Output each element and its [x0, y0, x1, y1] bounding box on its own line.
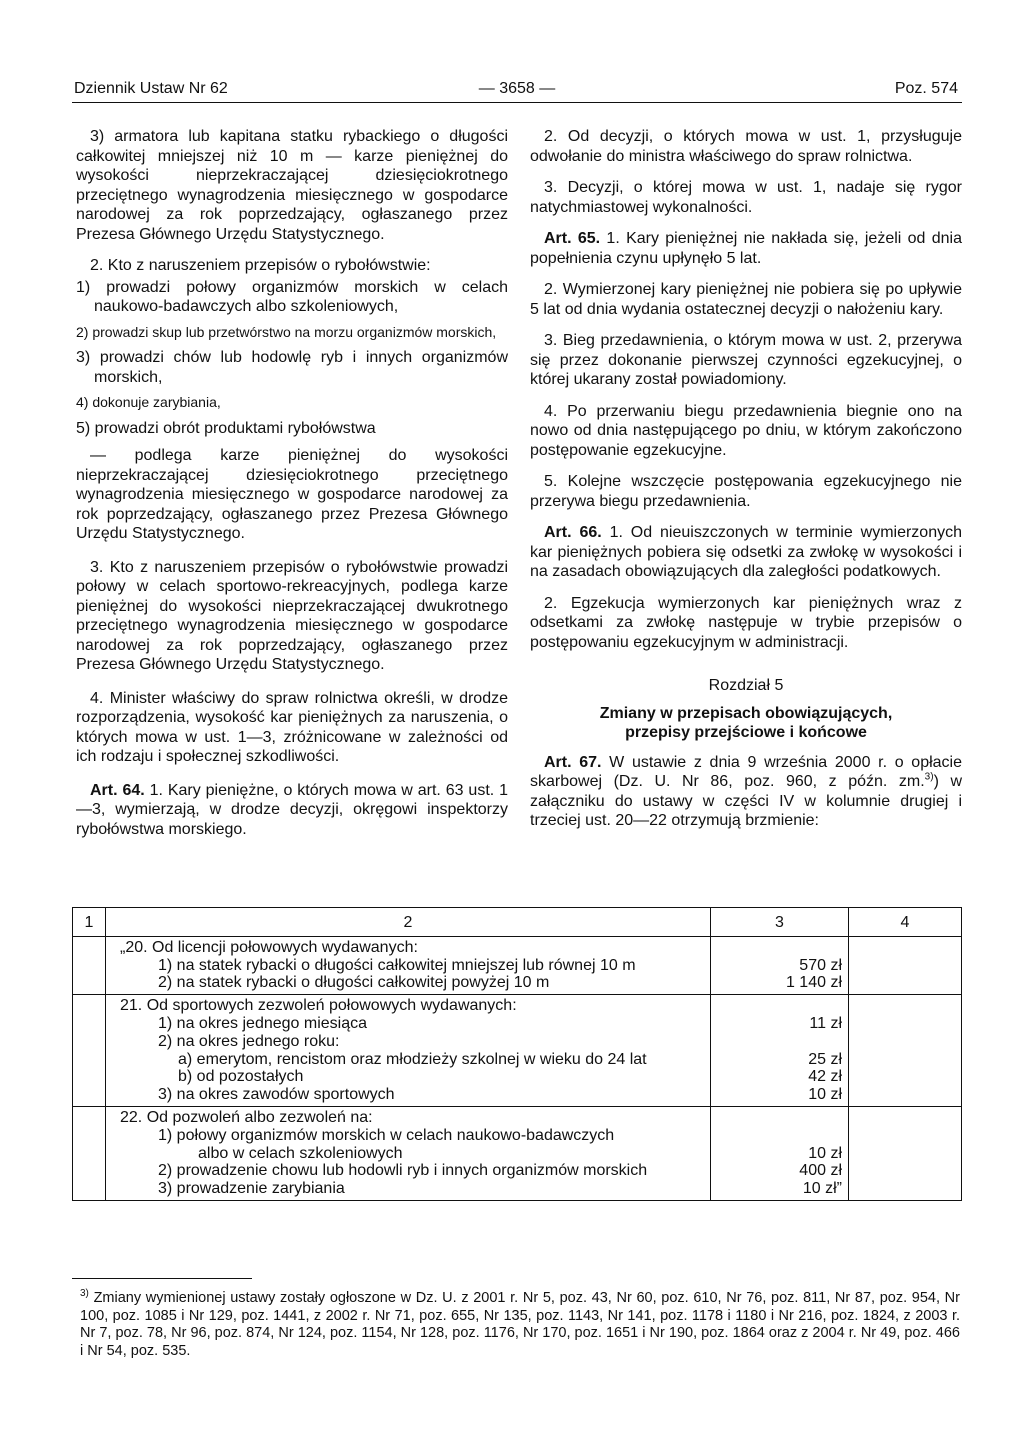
- footnote: [80, 1290, 960, 1360]
- list-item: 3) prowadzi chów lub hodowlę ryb i innych organizmów morskich,: [76, 349, 508, 386]
- journal-name: Dziennik Ustaw Nr 62: [74, 80, 228, 97]
- footnote-ref: 3): [924, 771, 934, 783]
- table-header-row: [73, 908, 962, 937]
- right-column: [530, 127, 962, 831]
- paragraph: 3. Bieg przedawnienia, o którym mowa w ust. 2, przerywa się przez dokonanie pierwszej czynności egzekucyjnej, o której ukarany został powiadomiony.: [530, 332, 962, 388]
- position-number: Poz. 574: [894, 80, 958, 97]
- list-item: 5) prowadzi obrót produktami rybołówstwa: [76, 419, 376, 437]
- footnote-mark: 3): [80, 1288, 89, 1300]
- article-67: [530, 753, 962, 831]
- footnote-divider: [72, 1278, 252, 1279]
- article-text: 1. Od nieuiszczonych w terminie wymierzonych kar pieniężnych pobiera się odsetki za zwłokę w wysokości i na zasadach obowiązujących dla zaległości podatkowych.: [530, 524, 962, 580]
- paragraph: 4. Po przerwaniu biegu przedawnienia biegnie ono na nowo od dnia następującego po dniu, w którym zakończono postępowanie egzekucyjne.: [530, 402, 962, 459]
- article-text: W ustawie z dnia 9 września 2000 r. o opłacie skarbowej (Dz. U. Nr 86, poz. 960, z późn. zm.: [530, 753, 962, 790]
- article-text: ) w załączniku do ustawy w części IV w kolumnie drugiej i trzeciej ust. 20—22 otrzymują brzmienie:: [530, 773, 963, 829]
- list-item: 4) dokonuje zarybiania,: [76, 394, 221, 410]
- table-row: [73, 1106, 962, 1200]
- paragraph: — podlega karze pieniężnej do wysokości nieprzekraczającej dziesięciokrotnego przeciętnego wynagrodzenia miesięcznego w gospodarce narodowej za rok poprzedzający, ogłaszanego przez Prezesa Głównego Urzędu Statystycznego.: [76, 447, 508, 542]
- paragraph: 3. Kto z naruszeniem przepisów o rybołówstwie prowadzi połowy w celach sportowo-rekreacyjnych, podlega karze pieniężnej do wysokości nieprzekraczającej dwukrotnego przeciętnego wynagrodzenia miesięcznego w gospodarce narodowej za rok poprzedzający, ogłaszanego przez Prezesa Głównego Urzędu Statystycznego.: [76, 558, 508, 673]
- article-65: [530, 229, 962, 268]
- list-item: 1) prowadzi połowy organizmów morskich w celach naukowo-badawczych albo szkoleniowych,: [76, 278, 508, 315]
- paragraph: 2. Od decyzji, o których mowa w ust. 1, przysługuje odwołanie do ministra właściwego do spraw rolnictwa.: [530, 128, 962, 165]
- article-64: [76, 781, 508, 840]
- paragraph: 2. Egzekucja wymierzonych kar pieniężnych wraz z odsetkami za zwłokę następuje w trybie przepisów o postępowaniu egzekucyjnym w administracji.: [530, 594, 962, 651]
- header-cell: 4: [849, 908, 962, 937]
- article-text: 1. Kary pieniężnej nie nakłada się, jeżeli od dnia popełnienia czynu upłynęło 5 lat.: [530, 230, 962, 267]
- article-label: Art. 66.: [544, 524, 602, 541]
- row-description: 21. Od sportowych zezwoleń połowowych wydawanych: 1) na okres jednego miesiąca 2) na okres jednego roku: a) emerytom, rencistom oraz młodzieży szkolnej w wieku do 24 lat b) od pozostałych 3) na okres zawodów sportowych: [106, 995, 711, 1107]
- paragraph: 2. Wymierzonej kary pieniężnej nie pobiera się po upływie 5 lat od dnia wydania ostatecznej decyzji o nałożeniu kary.: [530, 281, 962, 318]
- row-description: 22. Od pozwoleń albo zezwoleń na: 1) połowy organizmów morskich w celach naukowo-badawczych albo w celach szkoleniowych 2) prowadzenie chowu lub hodowli ryb i innych organizmów morskich 3) prowadzenie zarybiania: [106, 1106, 711, 1200]
- article-66: [530, 523, 962, 582]
- article-label: Art. 65.: [544, 230, 601, 247]
- chapter-heading: Rozdział 5: [708, 677, 784, 694]
- article-label: Art. 67.: [544, 753, 602, 771]
- table-row: [73, 936, 962, 994]
- paragraph: 3. Decyzji, o której mowa w ust. 1, nadaje się rygor natychmiastowej wykonalności.: [530, 179, 962, 216]
- row-amount: 570 zł 1 140 zł: [711, 936, 849, 994]
- row-description: „20. Od licencji połowowych wydawanych: 1) na statek rybacki o długości całkowitej mniejszej lub równej 10 m 2) na statek rybacki o długości całkowitej powyżej 10 m: [106, 936, 711, 994]
- header-cell: 1: [73, 908, 106, 937]
- paragraph: 2. Kto z naruszeniem przepisów o rybołówstwie:: [90, 257, 431, 274]
- page-header: [72, 78, 962, 103]
- table-row: [73, 995, 962, 1107]
- paragraph: 4. Minister właściwy do spraw rolnictwa określi, w drodze rozporządzenia, wysokość kar pieniężnych za naruszenia, o których mowa w ust. 1—3, zróżnicowane w zależności od ich rodzaju i społecznej szkodliwości.: [76, 689, 508, 765]
- row-amount: 10 zł 400 zł 10 zł”: [711, 1106, 849, 1200]
- article-label: Art. 64.: [90, 781, 145, 799]
- footnote-text: Zmiany wymienionej ustawy zostały ogłoszone w Dz. U. z 2001 r. Nr 5, poz. 43, Nr 60, poz. 610, Nr 76, poz. 811, Nr 87, poz. 954, Nr 100, poz. 1085 i Nr 129, poz. 1441, z 2002 r. Nr 71, poz. 655, Nr 135, poz. 1143, Nr 141, poz. 1178 i 1180 i Nr 216, poz. 1824, z 2003 r. Nr 7, poz. 78, Nr 96, poz. 874, Nr 124, poz. 1154, Nr 128, poz. 1176, Nr 170, poz. 1651 i Nr 190, poz. 1864 oraz z 2004 r. Nr 49, poz. 466 i Nr 54, poz. 535.: [80, 1290, 960, 1359]
- paragraph: 3) armatora lub kapitana statku rybackiego o długości całkowitej mniejszej niż 10 m — karze pieniężnej do wysokości nieprzekraczającej dziesięciokrotnego przeciętnego wynagrodzenia miesięcznego w gospodarce narodowej za rok poprzedzający, ogłaszanego przez Prezesa Głównego Urzędu Statystycznego.: [76, 128, 508, 243]
- row-amount: 11 zł 25 zł 42 zł 10 zł: [711, 995, 849, 1107]
- fee-table: [72, 907, 962, 1201]
- article-text: 1. Kary pieniężne, o których mowa w art. 63 ust. 1—3, wymierzają, w drodze decyzji, okręgowi inspektorzy rybołówstwa morskiego.: [76, 781, 509, 838]
- header-cell: 3: [711, 908, 849, 937]
- chapter-title: Zmiany w przepisach obowiązujących, przepisy przejściowe i końcowe: [599, 704, 893, 741]
- header-cell: 2: [106, 908, 711, 937]
- list-item: 2) prowadzi skup lub przetwórstwo na morzu organizmów morskich,: [76, 323, 497, 340]
- paragraph: 5. Kolejne wszczęcie postępowania egzekucyjnego nie przerywa biegu przedawnienia.: [530, 473, 962, 510]
- page-number: — 3658 —: [478, 80, 556, 97]
- left-column: [76, 127, 508, 839]
